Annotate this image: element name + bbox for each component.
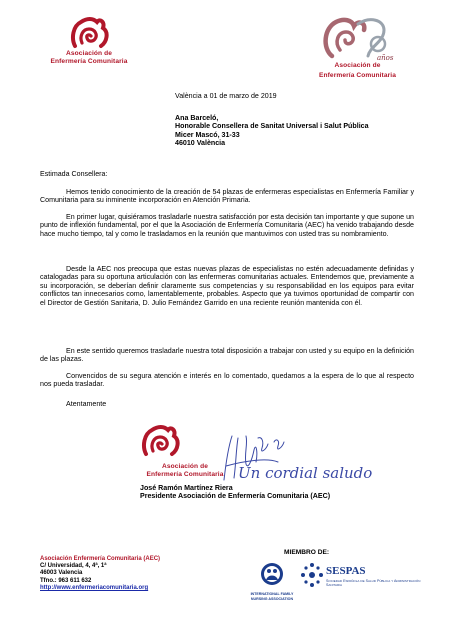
signature-logo-line-2: Enfermería Comunitaria [146,470,224,478]
signature-aec-logo [140,424,230,478]
paragraph-5: Convencidos de su segura atención e interés en lo comentado, quedamos a la espera de lo que al respecto nos pueda trasladar. [40,372,414,389]
anniversary-label: años [377,54,394,62]
recipient-line: Ana Barceló, [175,114,219,122]
signature-scribble-icon [218,430,388,488]
sespas-star-icon [300,562,324,588]
website-link[interactable]: http://www.enfermeriacomunitaria.org [40,584,149,591]
signatory-title: Presidente Asociación de Enfermería Comunitaria (AEC) [140,492,331,500]
recipient-block [175,114,369,148]
aec-logo-right-line-1: Asociación de [334,62,381,69]
sespas-logo [300,562,420,593]
ifna-globe-icon [260,562,284,586]
ifna-text-line-2: NURSING ASSOCIATION [250,597,294,602]
aec-logo-right [300,14,415,79]
handwritten-signature [218,430,388,493]
handwritten-greeting: Un cordial saludo [238,464,373,482]
signature-logo-line-1: Asociación de [161,463,208,470]
footer-address-line: 46003 Valencia [40,570,83,577]
sespas-subtitle: Sociedad Española de Salud Pública y Administración Sanitaria [326,579,421,588]
paragraph-3: Desde la AEC nos preocupa que estas nuevas plazas de especialistas no estén adecuadamente definidas y catalogadas para su oportuna articulación con las enfermeras comunitarias actuales. Entendemos que, previamente a su incorporación, se deberían definir claramente sus competencias y su responsabilidad en los equipos para evitar conflictos tan innecesarios como, lamentablemente, probables. Aspecto que ya tuvimos oportunidad de compartir con el Director de Gestión Sanitaria, D. Julio Fernández Garrido en una reciente reunión mantenida con él. [40,265,414,307]
footer-address [40,556,160,592]
footer-address-line: Tfno.: 963 611 632 [40,577,92,584]
greeting: Estimada Consellera: [40,170,108,178]
aec-logo-left [44,16,134,65]
sespas-name: SESPAS [326,565,366,577]
recipient-line: Micer Mascó, 31-33 [175,130,240,139]
paragraph-1: Hemos tenido conocimiento de la creación de 54 plazas de enfermeras especialistas en Enfermería Familiar y Comunitaria para su inminente incorporación en Atención Primaria. [40,188,414,205]
closing: Atentamente [66,400,107,408]
letter-date: València a 01 de marzo de 2019 [175,92,277,100]
aec-spiral-logo-icon [140,424,180,458]
paragraph-2: En primer lugar, quisiéramos trasladarle nuestra satisfacción por esta decisión tan importante y que supone un punto de inflexión fundamental, por el que la Asociación de Enfermería Comunitaria (AEC) ha venido trabajando desde hace mucho tiempo, tal y como le trasladamos en la reunión que mantuvimos con usted tras su nombramiento. [40,213,414,238]
recipient-line: 46010 València [175,139,226,148]
aec-spiral-logo-icon [69,16,109,50]
aec-logo-left-line-2: Enfermería Comunitaria [50,57,128,65]
ifna-text-line-1: INTERNATIONAL FAMILY [250,592,294,596]
footer-org-name: Asociación Enfermería Comunitaria (AEC) [40,556,161,562]
ifna-logo [250,562,294,601]
footer-address-line: C/ Universidad, 4, 4ª, 1ª [40,563,107,570]
member-label: MIEMBRO DE: [284,549,330,556]
paragraph-4: En este sentido queremos trasladarle nuestra total disposición a trabajar con usted y su equipo en la definición de las plazas. [40,347,414,364]
aec-logo-left-line-1: Asociación de [65,50,112,57]
recipient-line: Honorable Consellera de Sanitat Universal i Salut Pública [175,122,369,131]
signatory-name: José Ramón Martínez Riera [140,484,233,492]
aec-logo-right-line-2: Enfermería Comunitaria [319,71,396,79]
